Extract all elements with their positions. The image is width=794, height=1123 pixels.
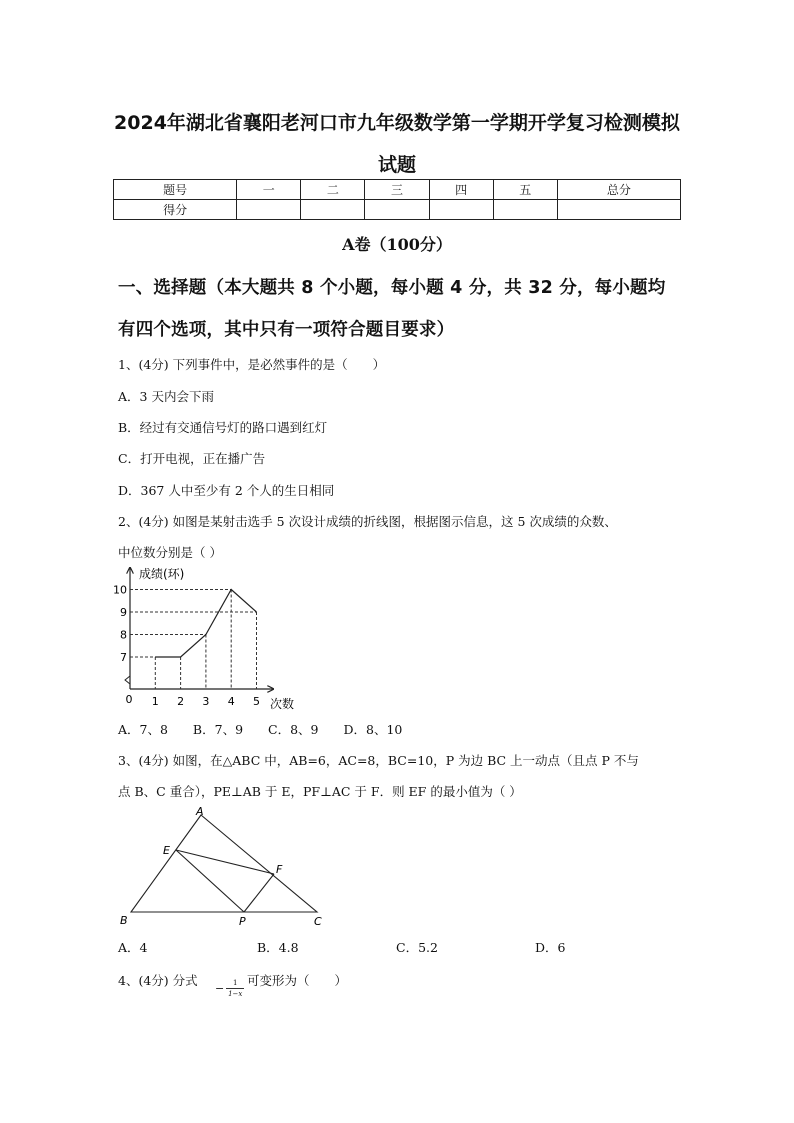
- score-header-cell: 一: [237, 180, 301, 200]
- segment-pe: [176, 850, 244, 912]
- segment-pf: [244, 874, 274, 912]
- q3-triangle-figure: [112, 804, 327, 930]
- q1-option-c: C．打开电视，正在播广告: [118, 451, 266, 466]
- x-tick-label: 3: [202, 695, 210, 708]
- score-header-cell: 总分: [557, 180, 680, 200]
- x-tick-label: 5: [253, 695, 260, 708]
- y-axis-label: 成绩(环): [139, 567, 185, 581]
- score-header-cell: 三: [365, 180, 429, 200]
- segment-ef: [176, 850, 274, 874]
- q1-option-a: A．3 天内会下雨: [118, 389, 214, 404]
- y-tick-label: 10: [113, 583, 127, 597]
- q2-options: A．7、8 B．7、9 C．8、9 D．8、10: [118, 722, 403, 737]
- y-tick-label: 9: [120, 606, 127, 619]
- section-heading-continued: 有四个选项，其中只有一项符合题目要求）: [118, 320, 455, 340]
- x-tick-label: 2: [177, 695, 185, 708]
- q1-option-b: B．经过有交通信号灯的路口遇到红灯: [118, 420, 328, 435]
- triangle-abc: [131, 815, 317, 912]
- fraction-minus-sign: −: [215, 982, 225, 995]
- score-table-header-row: [114, 180, 681, 200]
- q2-line-chart: [113, 562, 308, 714]
- score-header-cell: 五: [493, 180, 557, 200]
- q3-option-a: A．4: [118, 940, 148, 955]
- q3-option-c: C．5.2: [396, 940, 438, 955]
- point-label-e: E: [163, 844, 170, 857]
- fraction-body: [226, 978, 244, 999]
- q2-stem-continued: 中位数分别是（ ）: [118, 545, 222, 560]
- y-tick-label: 8: [120, 628, 127, 642]
- score-table-score-row: [114, 200, 681, 220]
- x-tick-label: 4: [227, 695, 235, 708]
- q4-stem-suffix: 可变形为（ ）: [247, 973, 348, 988]
- origin-label: 0: [125, 693, 133, 706]
- score-cell: [237, 200, 301, 220]
- exam-title-continued: 试题: [377, 154, 416, 176]
- q1-option-d: D．367 人中至少有 2 个人的生日相同: [118, 483, 335, 498]
- score-cell: [557, 200, 680, 220]
- vertex-label-c: C: [314, 915, 322, 928]
- vertex-label-b: B: [120, 914, 128, 927]
- volume-label: A卷（100分）: [342, 235, 452, 254]
- x-axis-label: 次数: [270, 697, 295, 711]
- fraction-denominator: 1−x: [228, 990, 243, 998]
- q4-stem-prefix: 4、(4分) 分式: [118, 973, 198, 988]
- q1-stem: 1、(4分) 下列事件中，是必然事件的是（ ）: [118, 357, 386, 372]
- x-tick-label: 1: [151, 695, 159, 708]
- point-label-f: F: [276, 863, 283, 876]
- score-header-cell: 四: [429, 180, 493, 200]
- axis-break-mark: [125, 676, 130, 684]
- q2-stem: 2、(4分) 如图是某射击选手 5 次设计成绩的折线图，根据图示信息，这 5 次成绩的众数、: [118, 514, 617, 529]
- y-tick-label: 7: [120, 651, 127, 664]
- q4-fraction: [215, 978, 244, 999]
- q3-stem-continued: 点 B、C 重合），PE⊥AB 于 E，PF⊥AC 于 F．则 EF 的最小值为（ ）: [118, 784, 522, 799]
- fraction-numerator: 1: [232, 979, 238, 987]
- score-header-cell: 二: [301, 180, 365, 200]
- exam-title: 2024年湖北省襄阳老河口市九年级数学第一学期开学复习检测模拟: [114, 112, 680, 134]
- score-table: [113, 179, 681, 220]
- q3-option-b: B．4.8: [257, 940, 299, 955]
- q3-stem: 3、(4分) 如图，在△ABC 中，AB=6，AC=8，BC=10，P 为边 BC 上一动点（且点 P 不与: [118, 753, 639, 768]
- q3-option-d: D．6: [535, 940, 566, 955]
- vertex-label-a: A: [196, 805, 204, 818]
- score-row-label: 得分: [114, 200, 237, 220]
- score-cell: [365, 200, 429, 220]
- score-cell: [493, 200, 557, 220]
- score-header-cell: 题号: [114, 180, 237, 200]
- score-cell: [429, 200, 493, 220]
- score-cell: [301, 200, 365, 220]
- section-heading: 一、选择题（本大题共 8 个小题，每小题 4 分，共 32 分，每小题均: [118, 278, 666, 298]
- point-label-p: P: [239, 915, 246, 928]
